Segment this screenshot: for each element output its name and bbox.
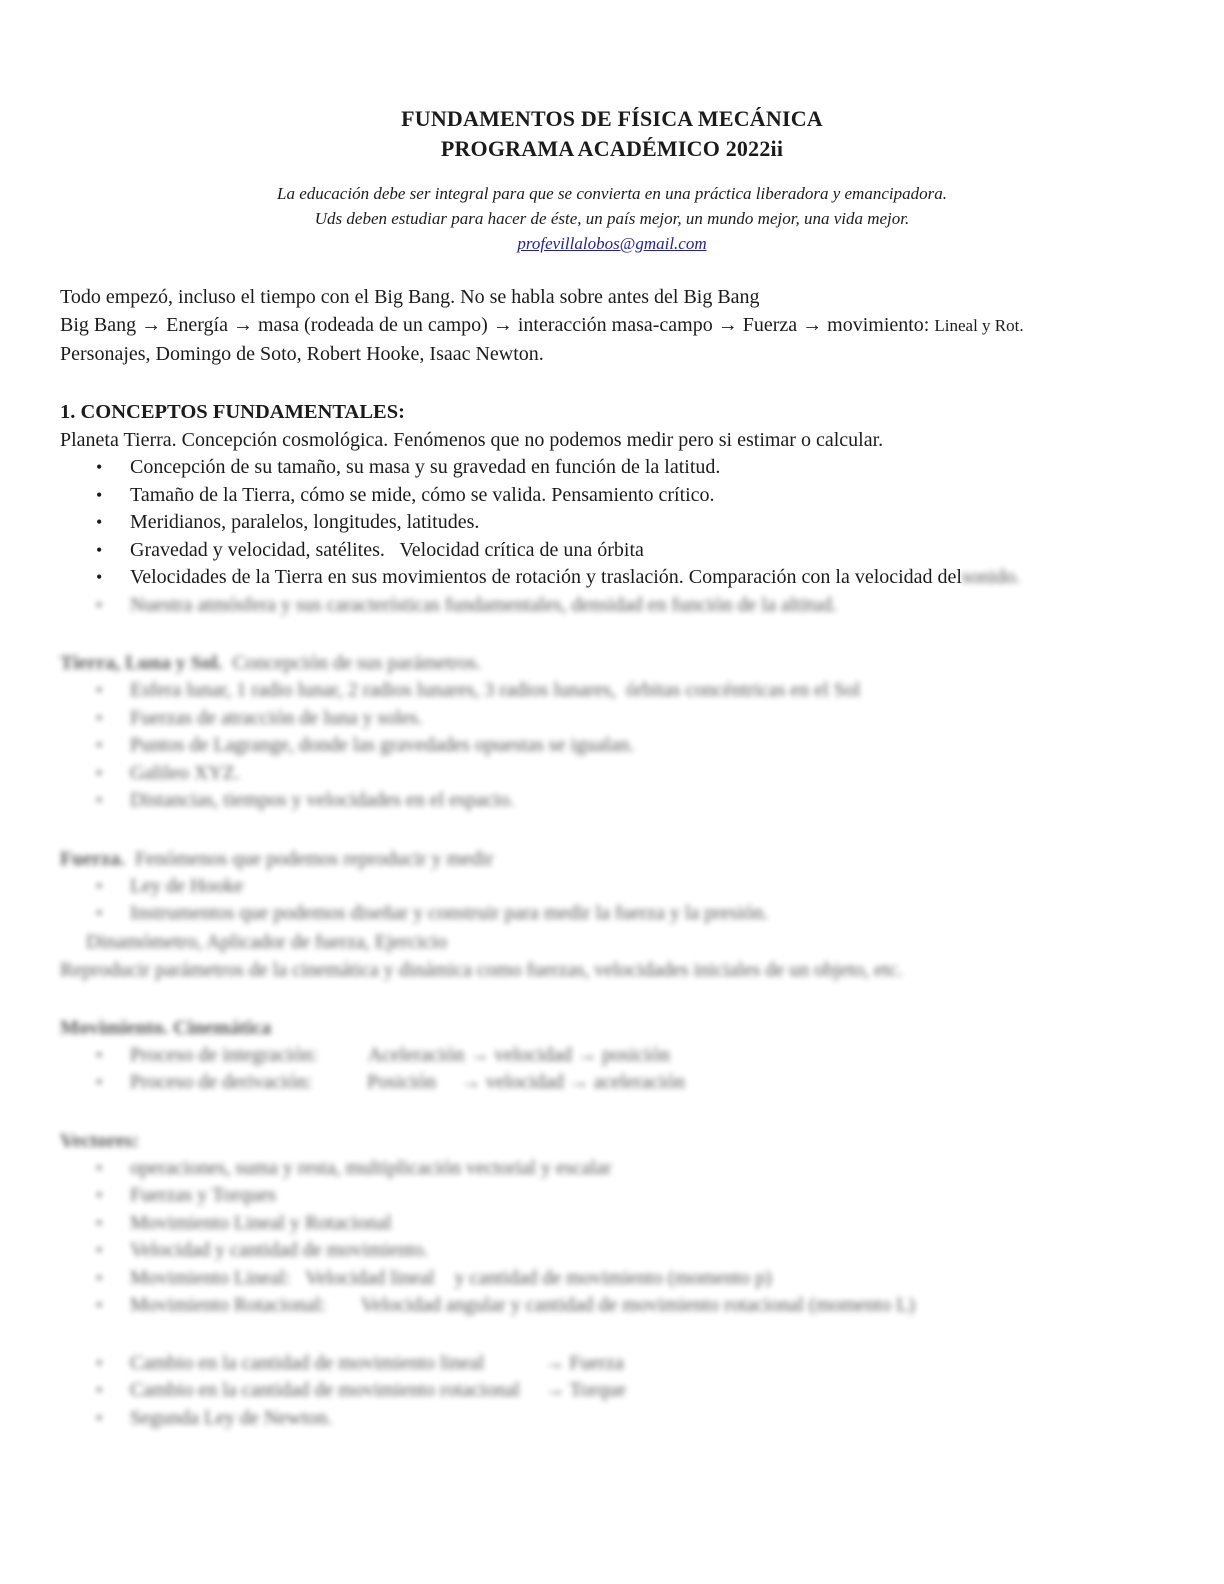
blurred-lead-rest: Fenómenos que podemos reproducir y medir	[124, 847, 494, 870]
blurred-section-lead	[60, 649, 481, 677]
blurred-list-item: • Segunda Ley de Newton.	[60, 1405, 1164, 1433]
blurred-list-item: • Galileo XYZ.	[60, 760, 1164, 788]
blurred-list-item: • Nuestra atmósfera y sus características fundamentales, densidad en función de la altitud.	[60, 592, 1164, 620]
email-line	[60, 231, 1164, 256]
blurred-list-item: • Movimiento Lineal y Rotacional	[60, 1210, 1164, 1238]
blurred-list-item: • Fuerzas y Torques	[60, 1182, 1164, 1210]
blurred-bullet-list	[60, 1155, 1164, 1320]
blurred-list-item: • Proceso de derivación: Posición → velocidad → aceleración	[60, 1069, 1164, 1097]
blurred-section-fuerza	[60, 845, 1164, 984]
blurred-paragraph	[60, 956, 1164, 984]
blurred-lead-rest: Concepción de sus parámetros.	[222, 652, 482, 674]
blurred-paragraph-line: Dinamómetro, Aplicador de fuerza, Ejercicio	[86, 930, 447, 953]
blurred-list-item: • Esfera lunar, 1 radio lunar, 2 radios lunares, 3 radios lunares, órbitas concéntricas en el Sol	[60, 677, 1164, 705]
blurred-paragraph	[60, 928, 1164, 956]
blurred-bullet-list	[60, 677, 1164, 815]
section-heading: 1. CONCEPTOS FUNDAMENTALES:	[60, 401, 405, 423]
blurred-list-item: • operaciones, suma y resta, multiplicación vectorial y escalar	[60, 1155, 1164, 1183]
intro-paragraph	[60, 283, 1164, 368]
blurred-section-vectores	[60, 1127, 1164, 1320]
list-item: • Tamaño de la Tierra, cómo se mide, cómo se valida. Pensamiento crítico.	[60, 482, 1164, 510]
list-item-text: Velocidades de la Tierra en sus movimientos de rotación y traslación. Comparación con la velocidad del	[130, 566, 962, 588]
blurred-list-item: • Movimiento Rotacional: Velocidad angular y cantidad de movimiento rotacional (momento L)	[60, 1292, 1164, 1320]
blurred-lead-bold: Fuerza.	[60, 847, 125, 870]
blurred-list-item: • Movimiento Lineal: Velocidad lineal y cantidad de movimiento (momento p)	[60, 1265, 1164, 1293]
email-link[interactable]: profevillalobos@gmail.com	[517, 234, 707, 253]
list-item	[60, 564, 1164, 592]
blurred-list-item: • Velocidad y cantidad de movimiento.	[60, 1237, 1164, 1265]
intro-line-3: Personajes, Domingo de Soto, Robert Hooke, Isaac Newton.	[60, 343, 544, 365]
blurred-list-item: • Puntos de Lagrange, donde las gravedades opuestas se igualan.	[60, 732, 1164, 760]
blurred-list-item: • Distancias, tiempos y velocidades en el espacio.	[60, 787, 1164, 815]
section-lead: Planeta Tierra. Concepción cosmológica. Fenómenos que no podemos medir pero si estimar o calcular.	[60, 429, 884, 451]
blurred-section-tierra-luna-sol	[60, 649, 1164, 815]
section-bullet-list	[60, 454, 1164, 619]
quote-line-2: Uds deben estudiar para hacer de éste, un país mejor, un mundo mejor, una vida mejor.	[314, 209, 910, 228]
blurred-list-item: • Instrumentos que podemos diseñar y construir para medir la fuerza y la presión.	[60, 900, 1164, 928]
blurred-list-item: • Fuerzas de atracción de luna y soles.	[60, 705, 1164, 733]
blurred-section-lead: Movimiento. Cinemática	[60, 1016, 272, 1039]
list-item: • Gravedad y velocidad, satélites. Velocidad crítica de una órbita	[60, 537, 1164, 565]
doc-title-line1: FUNDAMENTOS DE FÍSICA MECÁNICA	[401, 106, 823, 131]
blurred-bullet-list	[60, 873, 1164, 928]
blurred-section-movimiento	[60, 1014, 1164, 1097]
intro-line-2-suffix: Lineal y Rot.	[934, 316, 1024, 335]
list-item: • Meridianos, paralelos, longitudes, latitudes.	[60, 509, 1164, 537]
blurred-list-item: • Ley de Hooke	[60, 873, 1164, 901]
blurred-bullet-list	[60, 1042, 1164, 1097]
blurred-section-lead	[60, 845, 493, 873]
blurred-paragraph-line: Reproducir parámetros de la cinemática y dinámica como fuerzas, velocidades iniciales de un objeto, etc.	[60, 958, 903, 981]
blurred-bullet-list	[60, 1350, 1164, 1433]
quote-block	[60, 181, 1164, 256]
blurred-list-item: • Proceso de integración: Aceleración → velocidad → posición	[60, 1042, 1164, 1070]
quote-line-1: La educación debe ser integral para que se convierta en una práctica liberadora y emancipadora.	[277, 184, 947, 203]
blurred-list-item: • Cambio en la cantidad de movimiento lineal → Fuerza	[60, 1350, 1164, 1378]
intro-line-2-main: Big Bang → Energía → masa (rodeada de un campo) → interacción masa-campo → Fuerza → movimiento:	[60, 314, 935, 336]
blurred-section-final	[60, 1350, 1164, 1433]
list-item: • Concepción de su tamaño, su masa y su gravedad en función de la latitud.	[60, 454, 1164, 482]
blurred-section-lead: Vectores:	[60, 1129, 139, 1152]
blurred-list-item: • Cambio en la cantidad de movimiento rotacional → Torque	[60, 1377, 1164, 1405]
intro-line-2	[60, 311, 1164, 340]
blurred-continuation-line: sonido.	[962, 566, 1021, 588]
blurred-lead-bold: Tierra, Luna y Sol.	[60, 652, 223, 674]
document-header	[60, 104, 1164, 256]
section-conceptos-fundamentales	[60, 398, 1164, 619]
doc-title-line2: PROGRAMA ACADÉMICO 2022ii	[440, 136, 784, 161]
intro-line-1: Todo empezó, incluso el tiempo con el Big Bang. No se habla sobre antes del Big Bang	[60, 286, 760, 308]
